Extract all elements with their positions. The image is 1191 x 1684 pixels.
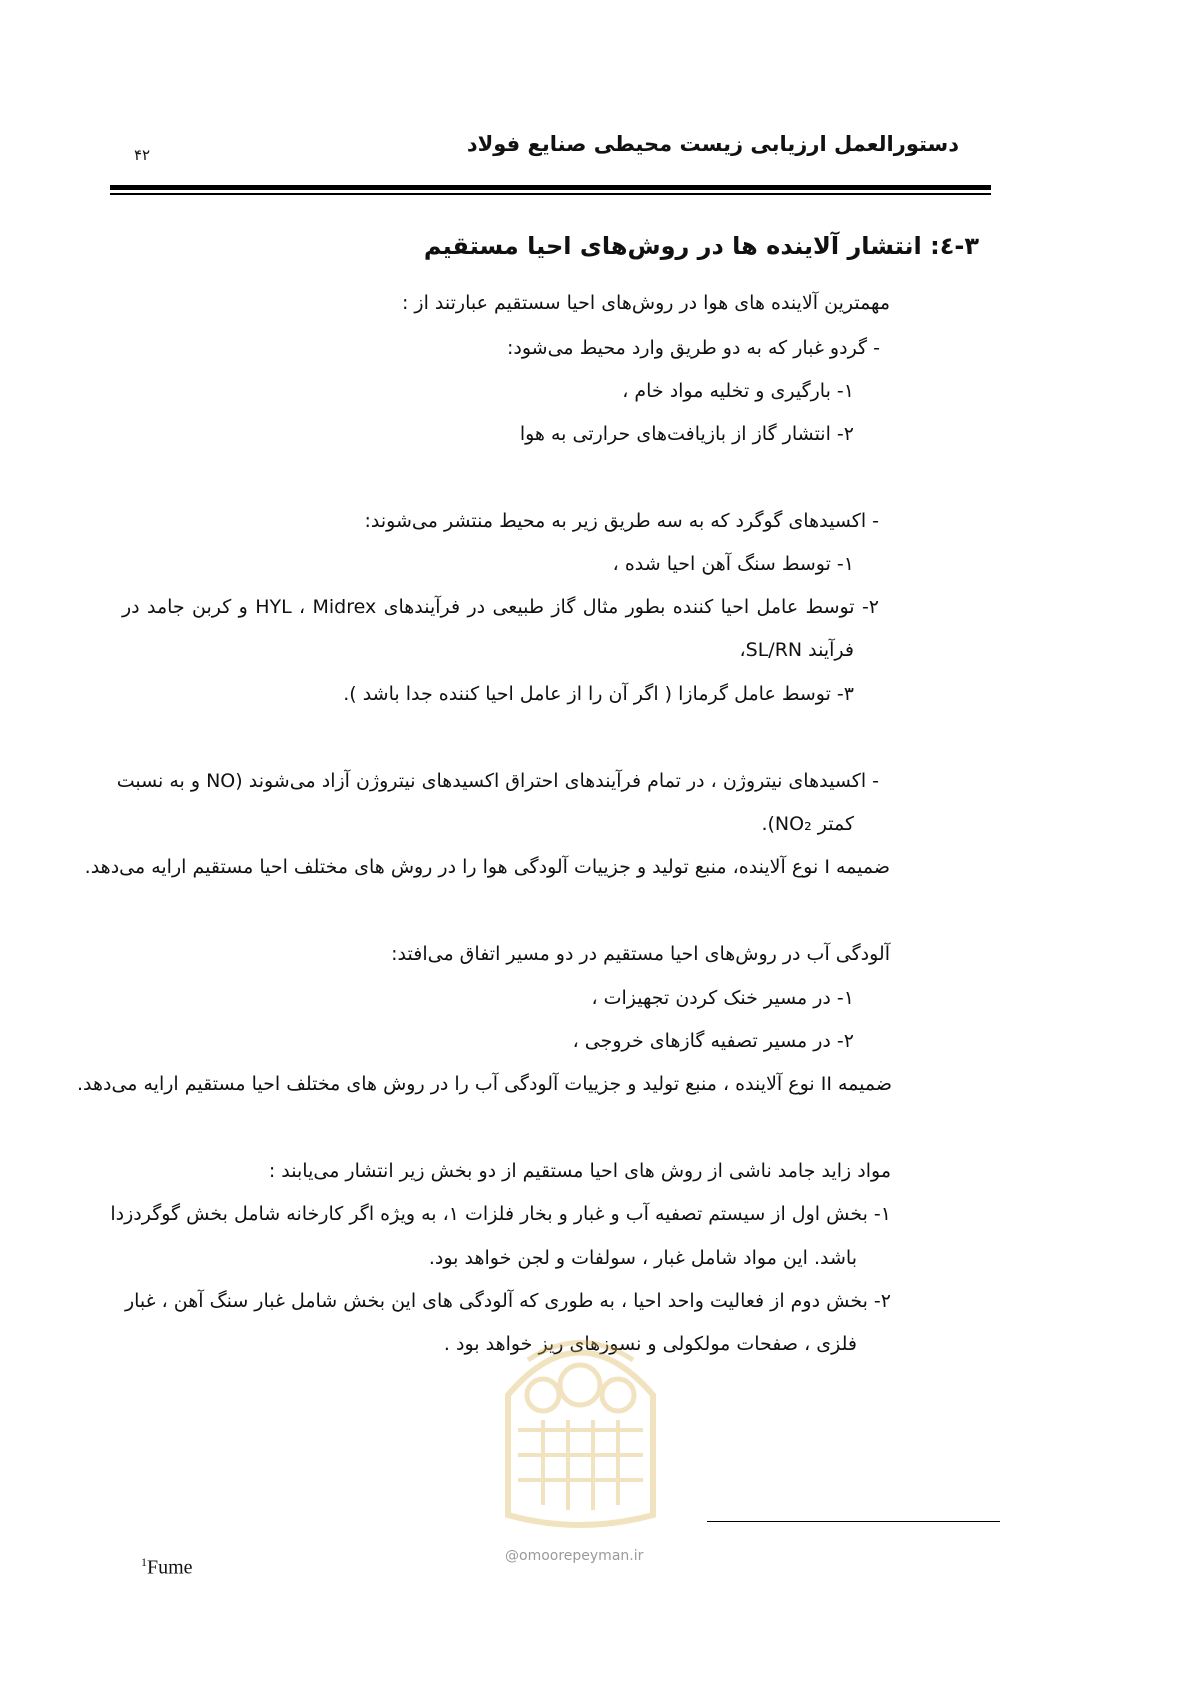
solid-item-2-line-1: ۲- بخش دوم از فعالیت واحد احیا ، به طوری که آلودگی های این بخش شامل غبار سنگ آهن ، غبار [124,1290,891,1312]
footnote-rule [707,1521,1000,1522]
solid-item-1-line-2: باشد. این مواد شامل غبار ، سولفات و لجن خواهد بود. [428,1247,857,1269]
water-intro: آلودگی آب در روش‌های احیا مستقیم در دو مسیر اتفاق می‌افتد: [391,943,890,965]
footnote-text: Fume [147,1556,193,1579]
dust-item-1: ۱- بارگیری و تخلیه مواد خام ، [622,380,854,402]
annex-1-note: ضمیمه I نوع آلاینده، منبع تولید و جزییات آلودگی هوا را در روش های مختلف احیا مستقیم ارایه می‌دهد. [84,856,890,878]
water-item-1: ۱- در مسیر خنک کردن تجهیزات ، [591,987,854,1009]
running-header-title: دستورالعمل ارزیابی زیست محیطی صنایع فولاد [466,132,959,156]
nox-bullet-line-2: کمتر NO₂). [761,813,854,835]
solid-intro: مواد زاید جامد ناشی از روش های احیا مستقیم از دو بخش زیر انتشار می‌یابند : [268,1160,891,1182]
dust-item-2: ۲- انتشار گاز از بازیافت‌های حرارتی به هوا [519,423,854,445]
annex-2-note: ضمیمه II نوع آلاینده ، منبع تولید و جزییات آلودگی آب را در روش های مختلف احیا مستقیم ارایه می‌دهد. [76,1073,892,1095]
air-intro: مهمترین آلاینده های هوا در روش‌های احیا سستقیم عبارتند از : [401,292,890,314]
nox-bullet-line-1: - اکسیدهای نیتروژن ، در تمام فرآیندهای احتراق اکسیدهای نیتروژن آزاد می‌شوند (NO و به نسبت [116,770,879,792]
header-rule-thin [110,193,991,195]
solid-item-2-line-2: فلزی ، صفحات مولکولی و نسوزهای ریز خواهد بود . [443,1333,857,1355]
footnote-marker: 1 [141,1555,147,1569]
sox-item-2-line-1: ۲- توسط عامل احیا کننده بطور مثال گاز طبیعی در فرآیندهای HYL ، Midrex و کربن جامد در [122,596,880,618]
water-item-2: ۲- در مسیر تصفیه گازهای خروجی ، [572,1030,854,1052]
page-number: ۴۲ [134,146,151,164]
sox-item-2-line-2: فرآیند SL/RN، [739,639,854,661]
sox-bullet: - اکسیدهای گوگرد که به سه طریق زیر به محیط منتشر می‌شوند: [364,510,879,532]
watermark-url: @omoorepeyman.ir [505,1548,644,1564]
header-rule-thick [110,185,991,190]
footnote [141,1555,193,1580]
dust-bullet: - گردو غبار که به دو طریق وارد محیط می‌شود: [506,337,880,359]
watermark-seal-icon [488,1300,673,1535]
sox-item-1: ۱- توسط سنگ آهن احیا شده ، [612,553,854,575]
solid-item-1-line-1: ۱- بخش اول از سیستم تصفیه آب و غبار و بخار فلزات ۱، به ویژه اگر کارخانه شامل بخش گوگردزدا [110,1203,891,1225]
sox-item-3: ۳- توسط عامل گرمازا ( اگر آن را از عامل احیا کننده جدا باشد ). [343,683,854,705]
section-heading: ۳-٤: انتشار آلاینده ها در روش‌های احیا مستقیم [423,232,979,260]
